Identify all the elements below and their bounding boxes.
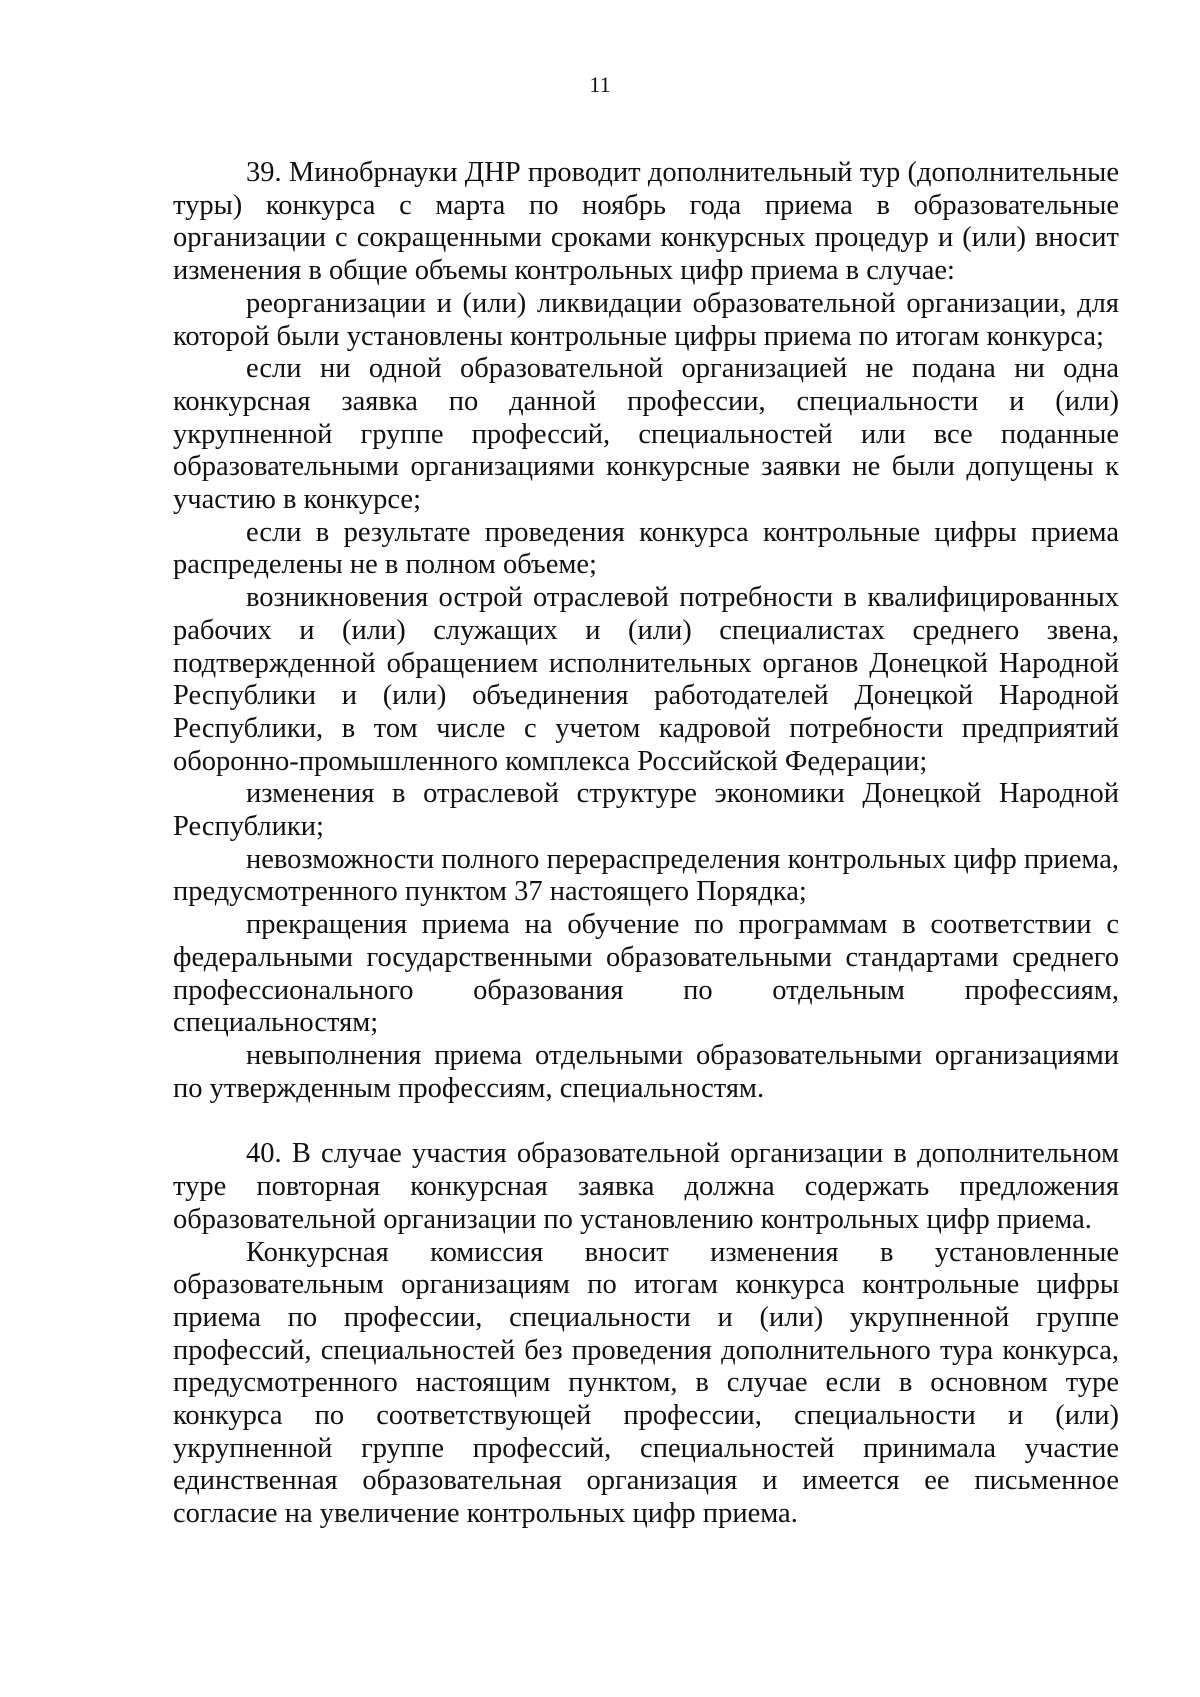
paragraph-40: 40. В случае участия образовательной организации в дополнительном туре повторная конкурсная заявка должна содержать предложения образовательной организации по установлению контрольных цифр приема.: [173, 1138, 1119, 1235]
list-item-economy-change: изменения в отраслевой структуре экономики Донецкой Народной Республики;: [173, 778, 1119, 843]
paragraph-39: 39. Минобрнауки ДНР проводит дополнительный тур (дополнительные туры) конкурса с марта по ноябрь года приема в образовательные организации с сокращенными сроками конкурсных процедур и (или) вносит изменения в общие объемы контрольных цифр приема в случае:: [173, 157, 1119, 287]
list-item-no-application: если ни одной образовательной организацией не подана ни одна конкурсная заявка по данной профессии, специальности и (или) укрупненной группе профессий, специальностей или все поданные образовательными организациями конкурсные заявки не были допущены к участию в конкурсе;: [173, 353, 1119, 516]
list-item-reorganization: реорганизации и (или) ликвидации образовательной организации, для которой были установлены контрольные цифры приема по итогам конкурса;: [173, 287, 1119, 352]
document-body: [173, 157, 1119, 1531]
list-item-admission-stopped: прекращения приема на обучение по программам в соответствии с федеральными государственными образовательными стандартами среднего профессионального образования по отдельным профессиям, специальностям;: [173, 909, 1119, 1039]
list-item-industry-need: возникновения острой отраслевой потребности в квалифицированных рабочих и (или) служащих и (или) специалистах среднего звена, подтвержденной обращением исполнительных органов Донецкой Народной Республики и (или) объединения работодателей Донецкой Народной Республики, в том числе с учетом кадровой потребности предприятий оборонно-промышленного комплекса Российской Федерации;: [173, 582, 1119, 777]
list-item-not-fully-distributed: если в результате проведения конкурса контрольные цифры приема распределены не в полном объеме;: [173, 516, 1119, 581]
page-number: 11: [589, 72, 611, 97]
list-item-admission-not-fulfilled: невыполнения приема отдельными образовательными организациями по утвержденным профессиям, специальностям.: [173, 1039, 1119, 1104]
list-item-redistribution-impossible: невозможности полного перераспределения контрольных цифр приема, предусмотренного пунктом 37 настоящего Порядка;: [173, 843, 1119, 908]
paragraph-commission: Конкурсная комиссия вносит изменения в установленные образовательным организациям по итогам конкурса контрольные цифры приема по профессии, специальности и (или) укрупненной группе профессий, специальностей без проведения дополнительного тура конкурса, предусмотренного настоящим пунктом, в случае если в основном туре конкурса по соответствующей профессии, специальности и (или) укрупненной группе профессий, специальностей принимала участие единственная образовательная организация и имеется ее письменное согласие на увеличение контрольных цифр приема.: [173, 1236, 1119, 1530]
